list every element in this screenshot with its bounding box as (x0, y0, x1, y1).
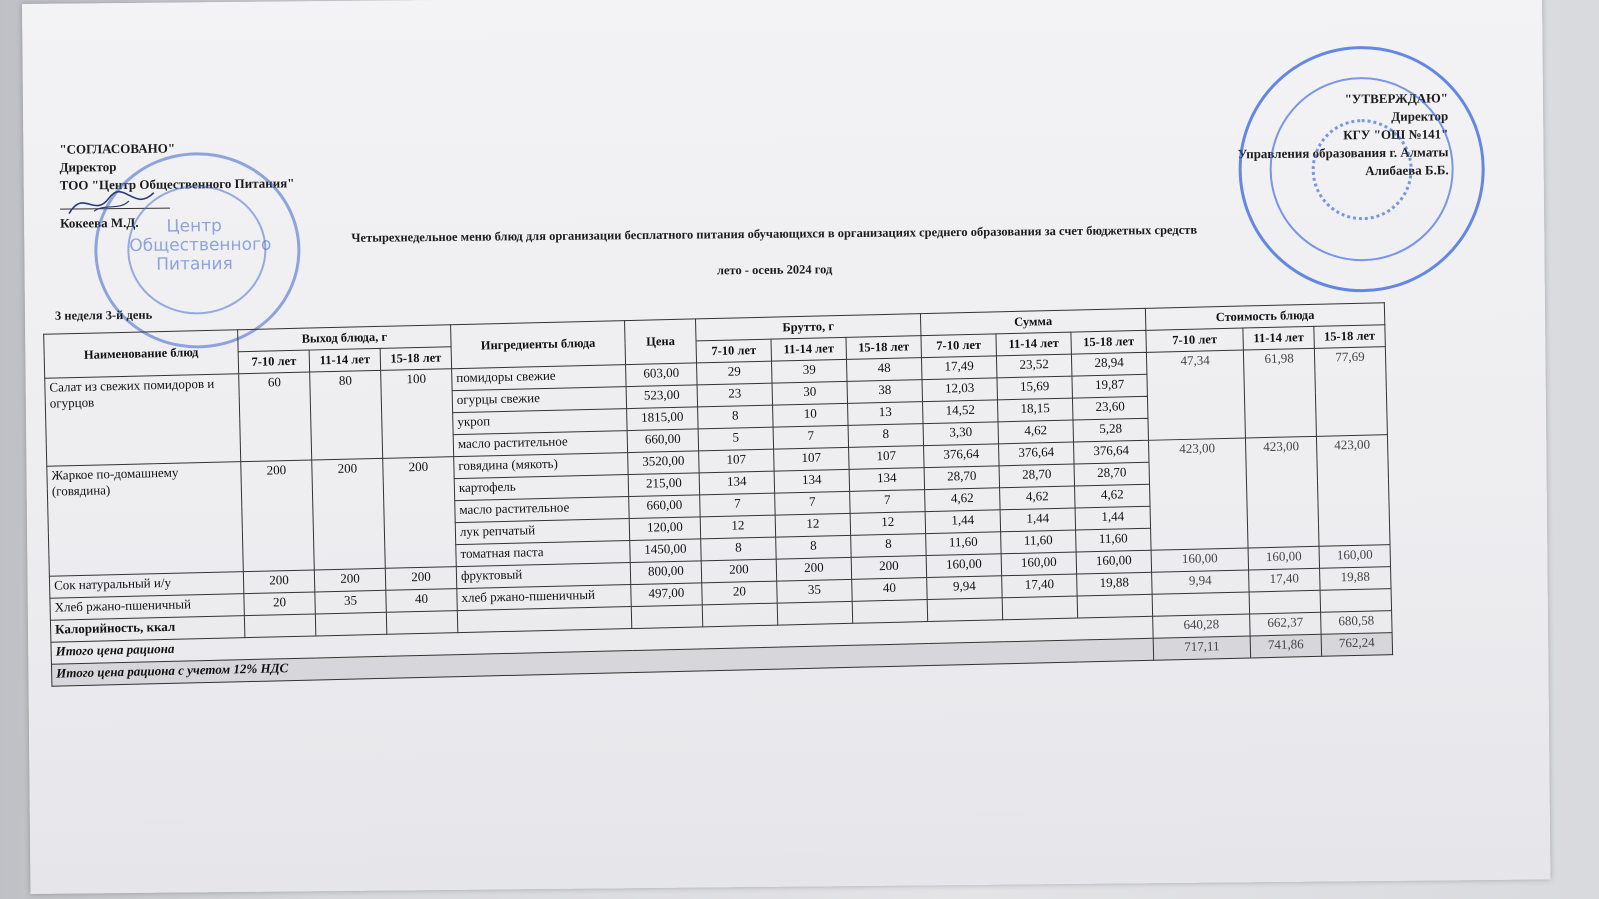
ingredient-name: укроп (453, 409, 627, 435)
sum-value: 14,52 (923, 400, 998, 424)
total-value: 640,28 (1153, 614, 1250, 638)
calories-label: Калорийность, ккал (50, 616, 244, 643)
brutto-value: 12 (700, 515, 775, 539)
dish-name: Хлеб ржано-пшеничный (50, 594, 244, 621)
approved-label-right: "УТВЕРЖДАЮ" (1344, 90, 1449, 107)
brutto-value: 12 (775, 513, 850, 537)
sum-age-3: 15-18 лет (1071, 330, 1146, 354)
brutto-value: 134 (849, 468, 924, 492)
ingredient-price: 1450,00 (630, 539, 701, 563)
position-right: Директор (1391, 108, 1449, 124)
brutto-value: 134 (699, 471, 774, 495)
dish-yield: 200 (314, 568, 385, 592)
dish-yield: 80 (310, 370, 383, 460)
brutto-value: 35 (777, 579, 852, 603)
sum-value: 15,69 (997, 376, 1072, 400)
brutto-value: 200 (701, 559, 776, 583)
sum-value: 19,87 (1072, 374, 1147, 398)
brutto-value: 20 (702, 581, 777, 605)
sum-value: 17,40 (1002, 574, 1077, 598)
sum-value: 376,64 (924, 444, 999, 468)
dish-cost: 17,40 (1249, 568, 1320, 592)
brutto-value: 10 (773, 403, 848, 427)
week-day-label: 3 неделя 3-й день (54, 307, 153, 323)
brutto-age-3: 15-18 лет (846, 336, 921, 360)
stamp-left-text: Центр Общественного Питания (129, 216, 272, 275)
dish-yield: 200 (385, 567, 456, 591)
total-label: Итого цена рациона (51, 616, 1153, 664)
sum-value: 28,94 (1071, 352, 1146, 376)
ingredient-name: масло растительное (455, 497, 629, 523)
yield-age-1: 7-10 лет (238, 350, 309, 374)
ingredient-name: картофель (454, 475, 628, 501)
ingredient-name: помидоры свежие (452, 365, 626, 391)
sum-value: 376,64 (1074, 440, 1149, 464)
brutto-value: 23 (697, 383, 772, 407)
ingredient-price: 523,00 (626, 385, 697, 409)
brutto-value: 200 (851, 556, 926, 580)
sum-value: 160,00 (1001, 552, 1076, 576)
sum-value: 376,64 (999, 442, 1074, 466)
sum-value: 23,60 (1072, 396, 1147, 420)
cost-age-3: 15-18 лет (1314, 325, 1385, 349)
col-dish-header: Наименование блюд (44, 330, 239, 379)
dish-cost: 77,69 (1314, 347, 1387, 437)
dept-right: Управления образования г. Алматы (1237, 144, 1449, 162)
dish-yield: 35 (315, 590, 386, 614)
brutto-value: 7 (700, 493, 775, 517)
brutto-value: 200 (776, 557, 851, 581)
brutto-value: 8 (851, 534, 926, 558)
brutto-value: 7 (773, 425, 848, 449)
org-left: ТОО "Центр Общественного Питания" (59, 175, 295, 193)
brutto-value: 107 (849, 446, 924, 470)
sum-value: 1,44 (925, 510, 1000, 534)
ingredient-price: 120,00 (629, 517, 700, 541)
dish-name: Сок натуральный и/у (49, 572, 243, 599)
total-value: 680,58 (1321, 611, 1392, 635)
org-right: КГУ "ОШ №141" (1343, 126, 1449, 143)
dish-yield: 200 (241, 460, 315, 572)
approved-label-left: "СОГЛАСОВАНО" (59, 140, 176, 157)
sum-value: 11,60 (926, 532, 1001, 556)
ingredient-price: 497,00 (631, 583, 702, 607)
ingredient-price: 603,00 (626, 363, 697, 387)
brutto-value: 134 (774, 469, 849, 493)
brutto-value: 7 (775, 491, 850, 515)
dish-yield: 20 (244, 592, 315, 616)
ingredient-price: 800,00 (630, 561, 701, 585)
brutto-value: 8 (701, 537, 776, 561)
sum-value: 1,44 (1000, 508, 1075, 532)
brutto-age-2: 11-14 лет (771, 337, 846, 361)
ingredient-name: огурцы свежие (452, 387, 626, 413)
menu-table-body (45, 347, 1393, 687)
dish-cost: 423,00 (1148, 438, 1248, 550)
col-cost-header: Стоимость блюда (1145, 303, 1384, 331)
dish-cost: 9,94 (1152, 570, 1249, 594)
menu-table (43, 302, 1393, 687)
dish-yield: 200 (312, 458, 386, 570)
total-vat-label: Итого цена рациона с учетом 12% НДС (51, 638, 1153, 686)
ingredient-name: лук репчатый (455, 519, 629, 545)
sum-value: 3,30 (923, 422, 998, 446)
brutto-value: 5 (698, 427, 773, 451)
signatory-left: Кокеева М.Д. (60, 214, 139, 231)
dish-name: Жаркое по-домашнему (говядина) (47, 462, 244, 577)
col-ingredients-header: Ингредиенты блюда (451, 321, 626, 369)
brutto-value: 30 (772, 381, 847, 405)
brutto-value: 29 (697, 361, 772, 385)
ingredient-price: 660,00 (629, 495, 700, 519)
brutto-value: 107 (699, 449, 774, 473)
sum-value: 160,00 (1076, 550, 1151, 574)
brutto-value: 48 (846, 358, 921, 382)
sum-age-2: 11-14 лет (996, 332, 1071, 356)
sum-value: 18,15 (997, 398, 1072, 422)
dish-yield: 200 (383, 457, 457, 569)
brutto-value: 8 (776, 535, 851, 559)
signatory-right: Алибаева Б.Б. (1365, 162, 1449, 179)
signature-left-icon (64, 183, 164, 224)
sum-value: 28,70 (999, 464, 1074, 488)
sum-value: 4,62 (1075, 484, 1150, 508)
sum-value: 4,62 (1000, 486, 1075, 510)
ingredient-price: 215,00 (628, 473, 699, 497)
ingredient-name: фруктовый (456, 563, 630, 589)
document-title: Четырехнедельное меню блюд для организации бесплатного питания обучающихся в организациях среднего образования за счет бюджетных средств (351, 222, 1198, 245)
dish-cost: 160,00 (1248, 546, 1319, 570)
dish-yield: 60 (239, 372, 312, 462)
sum-value: 9,94 (927, 576, 1002, 600)
yield-age-2: 11-14 лет (309, 348, 380, 372)
brutto-value: 8 (698, 405, 773, 429)
brutto-value: 107 (774, 447, 849, 471)
sum-value: 23,52 (996, 354, 1071, 378)
brutto-value: 38 (847, 380, 922, 404)
dish-name: Салат из свежих помидоров и огурцов (45, 374, 241, 467)
cost-age-1: 7-10 лет (1146, 328, 1243, 352)
col-brutto-header: Брутто, г (695, 314, 920, 341)
dish-cost: 61,98 (1243, 348, 1316, 438)
sum-value: 160,00 (926, 554, 1001, 578)
ingredient-name: хлеб ржано-пшеничный (457, 585, 631, 611)
ingredient-name: масло растительное (453, 431, 627, 457)
ingredient-price: 660,00 (627, 429, 698, 453)
ingredient-name: томатная паста (456, 541, 630, 567)
emblem-icon (1311, 119, 1413, 221)
sum-value: 19,88 (1077, 572, 1152, 596)
sum-value: 5,28 (1073, 418, 1148, 442)
total-vat-value: 741,86 (1250, 634, 1321, 658)
document-subtitle: лето - осень 2024 год (716, 262, 833, 278)
sum-age-1: 7-10 лет (921, 334, 996, 358)
brutto-value: 13 (848, 402, 923, 426)
ingredient-name: говядина (мякоть) (454, 453, 628, 479)
brutto-value: 40 (852, 578, 927, 602)
col-price-header: Цена (625, 319, 697, 365)
brutto-value: 39 (772, 359, 847, 383)
dish-cost: 423,00 (1245, 436, 1319, 548)
total-vat-value: 717,11 (1153, 636, 1250, 660)
brutto-value: 7 (850, 490, 925, 514)
total-vat-value: 762,24 (1321, 633, 1392, 657)
sum-value: 1,44 (1075, 506, 1150, 530)
sum-value: 28,70 (1074, 462, 1149, 486)
cost-age-2: 11-14 лет (1243, 326, 1314, 350)
dish-yield: 100 (381, 369, 454, 459)
ingredient-price: 1815,00 (627, 407, 698, 431)
sum-value: 17,49 (921, 356, 996, 380)
document-page (22, 0, 1550, 894)
sum-value: 28,70 (924, 466, 999, 490)
sum-value: 11,60 (1001, 530, 1076, 554)
sum-value: 12,03 (922, 378, 997, 402)
dish-yield: 200 (243, 570, 314, 594)
ingredient-price: 3520,00 (628, 451, 699, 475)
position-left: Директор (59, 159, 117, 175)
dish-cost: 47,34 (1146, 350, 1245, 440)
brutto-value: 8 (848, 424, 923, 448)
dish-cost: 423,00 (1316, 435, 1390, 547)
brutto-age-1: 7-10 лет (696, 339, 771, 363)
dish-cost: 160,00 (1319, 545, 1390, 569)
sum-value: 4,62 (925, 488, 1000, 512)
dish-cost: 19,88 (1320, 567, 1391, 591)
sum-value: 11,60 (1076, 528, 1151, 552)
total-value: 662,37 (1250, 612, 1321, 636)
dish-yield: 40 (386, 589, 457, 613)
dish-cost: 160,00 (1151, 548, 1248, 572)
sum-value: 4,62 (998, 420, 1073, 444)
stamp-right (1237, 45, 1485, 293)
brutto-value: 12 (850, 512, 925, 536)
yield-age-3: 15-18 лет (380, 347, 451, 371)
col-yield-header: Выход блюда, г (238, 325, 451, 352)
col-sum-header: Сумма (920, 308, 1145, 335)
